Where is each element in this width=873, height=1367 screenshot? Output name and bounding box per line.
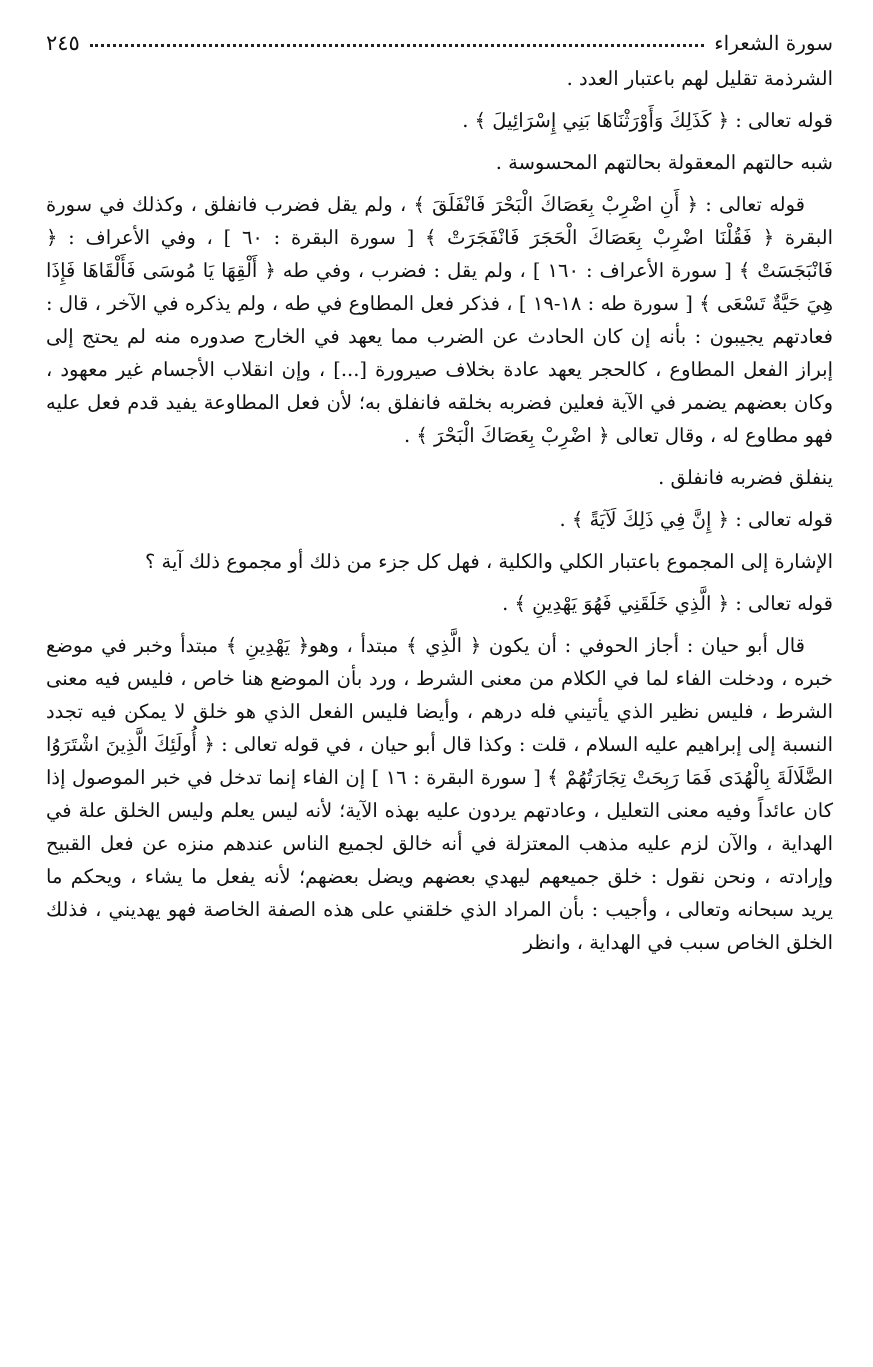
- paragraph-8: قوله تعالى : ﴿ الَّذِي خَلَقَنِي فَهُوَ يَهْدِينِ ﴾ .: [502, 592, 833, 615]
- paragraph-2: قوله تعالى : ﴿ كَذَلِكَ وَأَوْرَثْنَاهَا بَنِي إِسْرَائِيلَ ﴾ .: [462, 109, 833, 132]
- body-text: [46, 62, 833, 959]
- paragraph-9: قال أبو حيان : أجاز الحوفي : أن يكون ﴿ الَّذِي ﴾ مبتدأ ، وهو﴿ يَهْدِينِ ﴾ مبتدأ وخبر في موضع خبره ، ودخلت الفاء لما في الكلام من معنى الشرط ، ورد بأن الموضع هنا خاص ، فليس فيه معنى الشرط ، فليس نظير الذي يأتيني فله درهم ، وأيضا فليس الفعل الذي هو خلق لا يمكن فيه تجدد النسبة إلى إبراهيم عليه السلام ، قلت : وكذا قال أبو حيان ، في قوله تعالى : ﴿ أُولَئِكَ الَّذِينَ اشْتَرَوُا الضَّلَالَةَ بِالْهُدَى فَمَا رَبِحَتْ تِجَارَتُهُمْ ﴾ [ سورة البقرة : ١٦ ] إن الفاء إنما تدخل في خبر الموصول إذا كان عائداً وفيه معنى التعليل ، وعادتهم يردون عليه بهذه الآية؛ لأنه ليس يعلم وليس الخلق علة في الهداية ، والآن لزم عليه مذهب المعتزلة في أنه خالق لجميع الناس عندهم منزه عن فعل القبيح وإرادته ، ونحن نقول : خلق جميعهم ليهدي بعضهم ويضل بعضهم؛ لأنه يفعل ما يشاء ، ويحكم ما يريد سبحانه وتعالى ، وأجيب : بأن المراد الذي خلقني على هذه الصفة الخاصة فهو يهديني ، فذلك الخلق الخاص سبب في الهداية ، وانظر: [46, 634, 834, 954]
- header-dot-leader: [90, 44, 704, 47]
- paragraph-4: قوله تعالى : ﴿ أَنِ اضْرِبْ بِعَصَاكَ الْبَحْرَ فَانْفَلَقَ ﴾ ، ولم يقل فضرب فانفلق ، وكذلك في سورة البقرة ﴿ فَقُلْنَا اضْرِبْ بِعَصَاكَ الْحَجَرَ فَانْفَجَرَتْ ﴾ [ سورة البقرة : ٦٠ ] ، وفي الأعراف : ﴿ فَانْبَجَسَتْ ﴾ [ سورة الأعراف : ١٦٠ ] ، ولم يقل : فضرب ، وفي طه ﴿ أَلْقِهَا يَا مُوسَى فَأَلْقَاهَا فَإِذَا هِيَ حَيَّةٌ تَسْعَى ﴾ [ سورة طه : ١٨-١٩ ] ، فذكر فعل المطاوع في طه ، ولم يذكره في الآخر ، قال : فعادتهم يجيبون : بأنه إن كان الحادث عن الضرب مما يعهد في الخارج صدوره منه لم يحتج إلى إبراز الفعل المطاوع ، كالحجر يعهد عادة بخلاف صيرورة [...] ، وإن انقلاب الأجسام غير معهود ، وكان بعضهم يضمر في الآية فعلين فضربه بخلقه فانفلق به؛ لأن فعل المطاوعة يفيد قدم فعل عليه فهو مطاوع له ، وقال تعالى ﴿ اضْرِبْ بِعَصَاكَ الْبَحْرَ ﴾ .: [46, 193, 834, 447]
- page-number: ٢٤٥: [46, 31, 80, 55]
- paragraph-5: ينفلق فضربه فانفلق .: [658, 466, 833, 489]
- surah-title: سورة الشعراء: [714, 31, 833, 55]
- paragraph-3: شبه حالتهم المعقولة بحالتهم المحسوسة .: [495, 151, 833, 174]
- running-header: [46, 28, 833, 58]
- paragraph-7: الإشارة إلى المجموع باعتبار الكلي والكلية ، فهل كل جزء من ذلك أو مجموع ذلك آية ؟: [144, 550, 833, 573]
- paragraph-1: الشرذمة تقليل لهم باعتبار العدد .: [566, 67, 833, 90]
- paragraph-6: قوله تعالى : ﴿ إِنَّ فِي ذَلِكَ لَآيَةً ﴾ .: [559, 508, 833, 531]
